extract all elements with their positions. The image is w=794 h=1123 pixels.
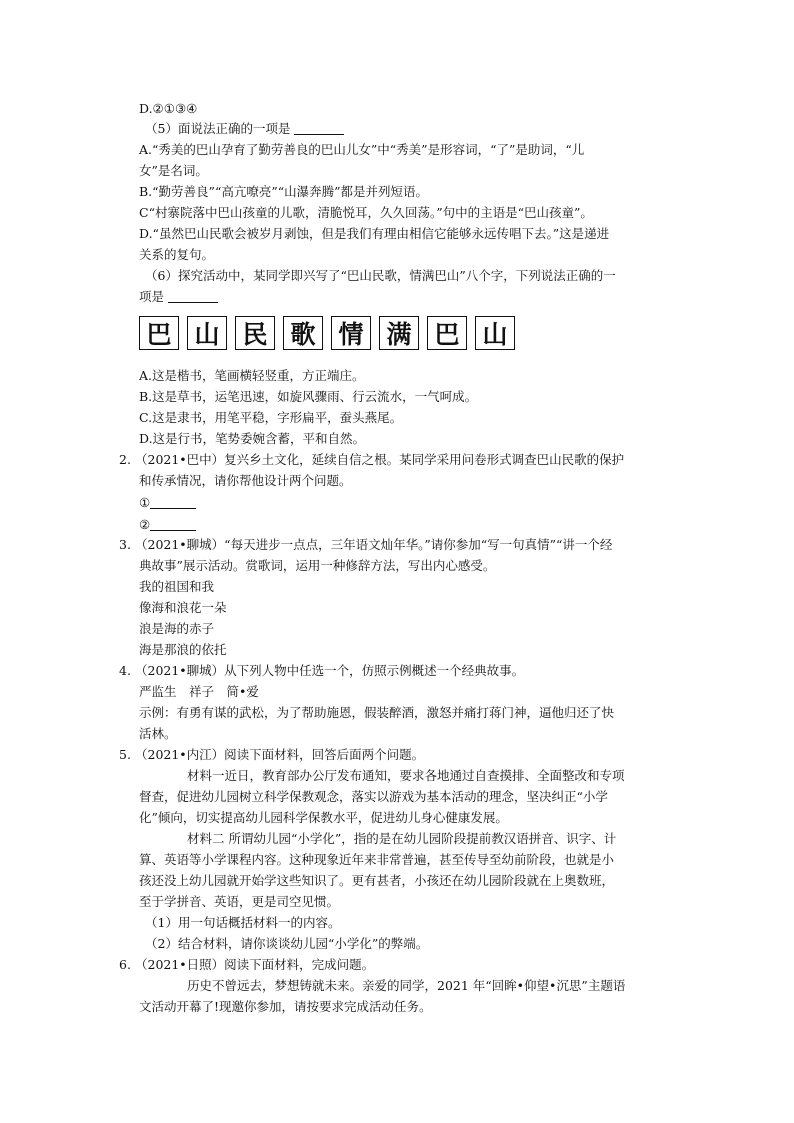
question-6-stem: （6）探究活动中，某同学即兴写了“巴山民歌，情满巴山”八个字，下列说法正确的一: [145, 268, 616, 283]
option-d-line: D.这是行书，笔势委婉含蓄，平和自然。: [139, 431, 366, 446]
intro-paragraph: 历史不曾远去，梦想铸就未来。亲爱的同学，2021 年“回眸•仰望•沉思”主题语: [187, 978, 626, 993]
option-d-line: D.“虽然巴山民歌会被岁月剥蚀，但是我们有理由相信它能够永远传唱下去。”这是递进: [139, 226, 610, 241]
answer-line-1: ①: [139, 493, 196, 513]
answer-line-2: ②: [139, 515, 196, 535]
material-one-paragraph: 化”倾向，切实提高幼儿园科学保教水平，促进幼儿身心健康发展。: [139, 810, 508, 825]
answer-blank[interactable]: [150, 516, 196, 531]
option-d-line: D.②①③④: [139, 101, 198, 116]
answer-blank[interactable]: [294, 120, 344, 135]
option-c-line: C.这是隶书，用笔平稳，字形扁平，蚕头燕尾。: [139, 410, 403, 425]
question-number: 3.: [119, 537, 131, 552]
question-2-stem: （2021•巴中）复兴乡土文化，延续自信之根。某同学采用问卷形式调查巴山民歌的保护: [135, 452, 625, 467]
question-3-stem: （2021•聊城）“每天进步一点点，三年语文灿年华。”请你参加“写一句真情”“讲一个经: [135, 537, 613, 552]
example-line: 示例：有勇有谋的武松，为了帮助施恩，假装醉酒，激怒并痛打蒋门神，逼他归还了快: [139, 705, 615, 720]
character-box: 情: [331, 316, 371, 350]
question-6-stem: （2021•日照）阅读下面材料，完成问题。: [135, 957, 375, 972]
calligraphy-characters: [139, 316, 515, 350]
character-box: 巴: [139, 316, 179, 350]
option-c-line: C“村寨院落中巴山孩童的儿歌，清脆悦耳，久久回荡。”句中的主语是“巴山孩童”。: [139, 205, 593, 220]
sub-question-2: （2）结合材料，请你谈谈幼儿园“小学化”的弊端。: [145, 936, 429, 951]
example-line-cont: 活林。: [139, 726, 177, 741]
question-5-stem: （2021•内江）阅读下面材料，回答后面两个问题。: [135, 747, 425, 762]
character-box: 民: [235, 316, 275, 350]
question-number: 2.: [119, 452, 131, 467]
character-list: 严监生 祥子 简•爱: [139, 684, 259, 699]
material-two-paragraph: 孩还没上幼儿园就开始学这些知识了。更有甚者，小孩还在幼儿园阶段就在上奥数班，: [139, 873, 615, 888]
option-b-line: B.这是草书，运笔迅速，如旋风骤雨、行云流水，一气呵成。: [139, 389, 478, 404]
option-b-line: B.“勤劳善良”“高亢嘹亮”“山瀑奔腾”都是并列短语。: [139, 184, 429, 199]
material-one-paragraph: 材料一近日，教育部办公厅发布通知，要求各地通过自查摸排、全面整改和专项: [187, 768, 625, 783]
material-two-paragraph: 至于学拼音、英语，更是司空见惯。: [139, 894, 340, 909]
lyric-line: 海是那浪的依托: [139, 642, 227, 657]
character-box: 山: [187, 316, 227, 350]
character-box: 满: [379, 316, 419, 350]
material-two-paragraph: 材料二 所谓幼儿园“小学化”，指的是在幼儿园阶段提前教汉语拼音、识字、计: [187, 831, 617, 846]
lyric-line: 我的祖国和我: [139, 579, 215, 594]
question-number: 4.: [119, 663, 131, 678]
question-3-stem-cont: 典故事”展示活动。赏歌词，运用一种修辞方法，写出内心感受。: [139, 558, 496, 573]
sub-question-1: （1）用一句话概括材料一的内容。: [145, 915, 341, 930]
lyric-line: 像海和浪花一朵: [139, 600, 227, 615]
option-a-line: A.“秀美的巴山孕育了勤劳善良的巴山儿女”中“秀美”是形容词，“了”是助词，“儿: [139, 142, 585, 157]
lyric-line: 浪是海的赤子: [139, 621, 215, 636]
character-box: 巴: [427, 316, 467, 350]
option-a-line-cont: 女”是名词。: [139, 163, 208, 178]
option-a-line: A.这是楷书，笔画横轻竖重，方正端庄。: [139, 368, 365, 383]
question-2-stem-cont: 和传承情况，请你帮他设计两个问题。: [139, 473, 352, 488]
question-6-stem-cont: 项是: [139, 287, 218, 307]
question-number: 5.: [119, 747, 131, 762]
question-4-stem: （2021•聊城）从下列人物中任选一个，仿照示例概述一个经典故事。: [135, 663, 525, 678]
answer-blank[interactable]: [150, 494, 196, 509]
question-number: 6.: [119, 957, 131, 972]
answer-blank[interactable]: [168, 288, 218, 303]
intro-paragraph: 文活动开幕了!现邀你参加，请按要求完成活动任务。: [139, 999, 432, 1014]
option-d-line-cont: 关系的复句。: [139, 247, 215, 262]
character-box: 歌: [283, 316, 323, 350]
material-two-paragraph: 算、英语等小学课程内容。这种现象近年来非常普遍，甚至传导至幼前阶段，也就是小: [139, 852, 615, 867]
character-box: 山: [475, 316, 515, 350]
material-one-paragraph: 督查，促进幼儿园树立科学保教观念，落实以游戏为基本活动的理念，坚决纠正“小学: [139, 789, 608, 804]
question-5-stem: （5）面说法正确的一项是: [145, 119, 344, 139]
